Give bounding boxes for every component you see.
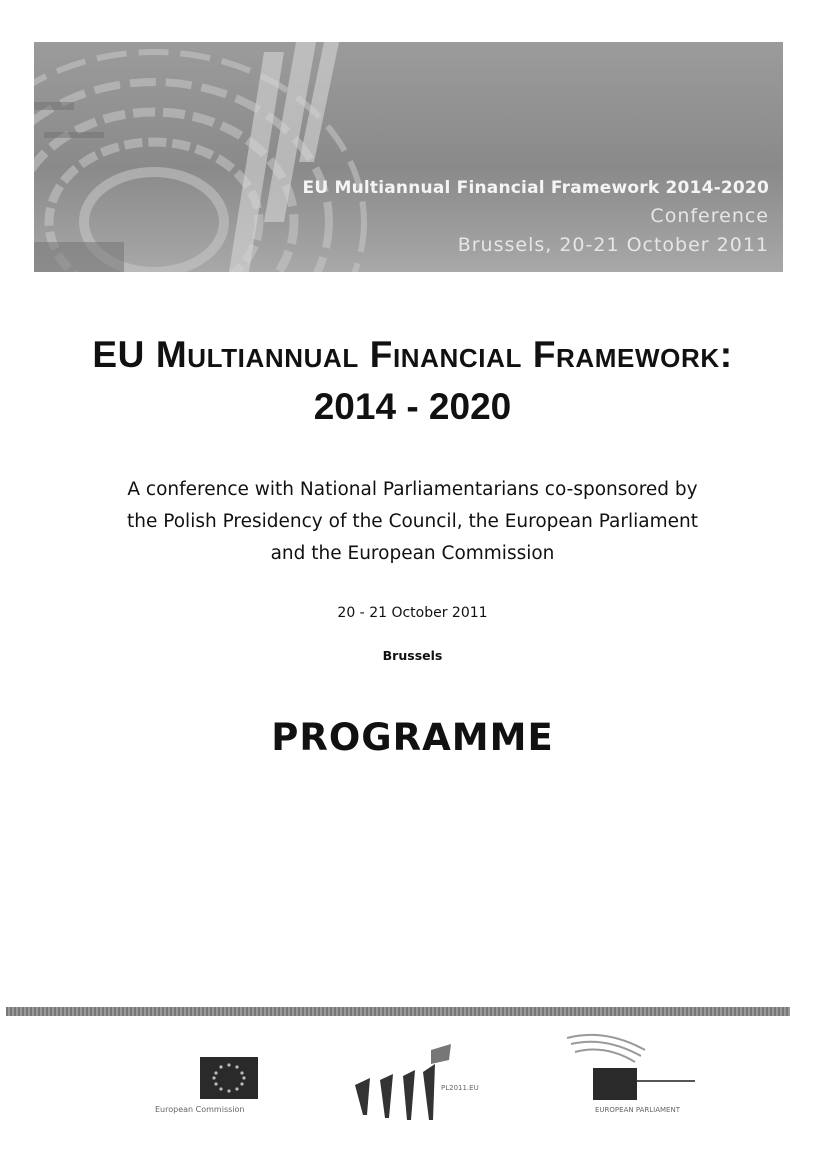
- banner-date: Brussels, 20-21 October 2011: [457, 234, 769, 256]
- document-years: 2014 - 2020: [313, 386, 512, 427]
- european-commission-logo: [155, 1055, 265, 1125]
- footer-divider: [6, 1007, 790, 1016]
- banner-subtitle: Conference: [650, 205, 769, 227]
- subtitle-line-1: A conference with National Parliamentarians co-sponsored by: [127, 479, 698, 500]
- banner-title: EU Multiannual Financial Framework 2014-2020: [302, 178, 769, 198]
- conference-city: Brussels: [382, 648, 443, 663]
- pl-caption: PL2011.EU: [441, 1084, 479, 1092]
- document-title: EU Multiannual Financial Framework:: [92, 334, 733, 375]
- polish-presidency-logo: [345, 1040, 495, 1120]
- programme-heading: PROGRAMME: [271, 716, 554, 759]
- ep-caption: EUROPEAN PARLIAMENT: [595, 1106, 680, 1114]
- subtitle-line-3: and the European Commission: [270, 543, 555, 564]
- eu-flag-icon: [155, 1055, 265, 1125]
- subtitle-line-2: the Polish Presidency of the Council, the European Parliament: [127, 511, 698, 532]
- ec-caption: European Commission: [155, 1105, 245, 1114]
- conference-date: 20 - 21 October 2011: [337, 605, 488, 621]
- presidency-figures-icon: [345, 1040, 495, 1120]
- european-parliament-logo: [565, 1030, 700, 1120]
- header-banner: [34, 42, 783, 272]
